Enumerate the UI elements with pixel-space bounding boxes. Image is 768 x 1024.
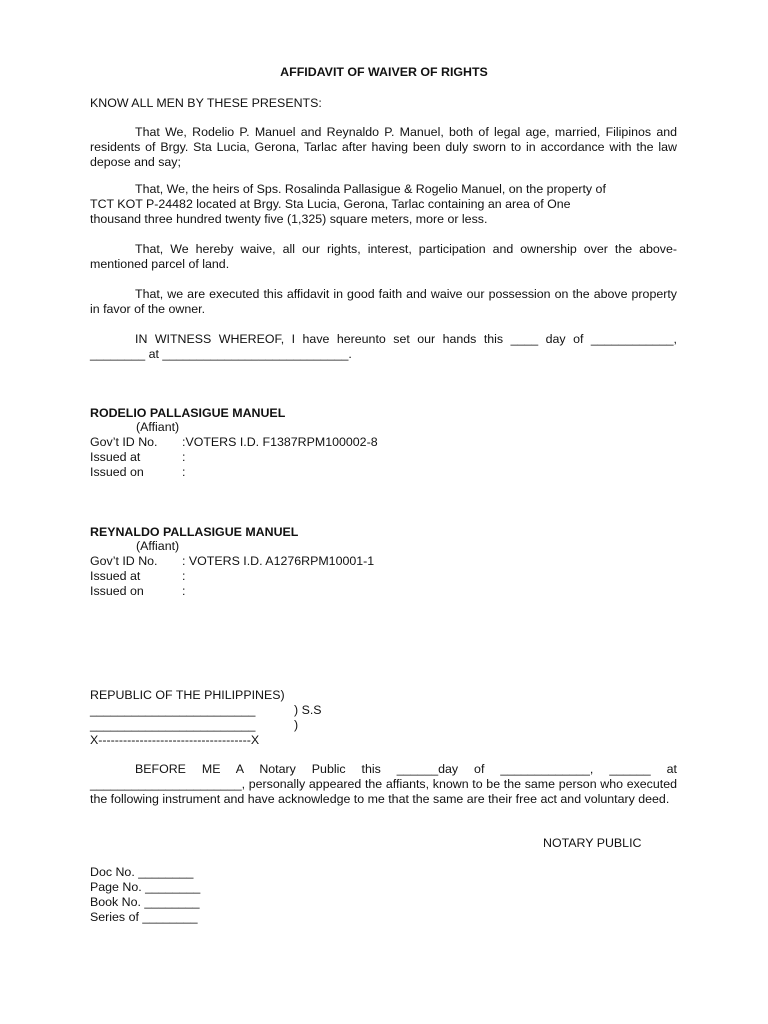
salutation: KNOW ALL MEN BY THESE PRESENTS: — [90, 96, 322, 110]
paragraph-acknowledgment: BEFORE ME A Notary Public this ______day of _____________, ______ at ______________________, personally appeared the affiants, known to be the same person who executed the following instrument and have acknowledge to me that the same are their free act and voluntary deed. — [90, 762, 677, 806]
venue-separator: X-------------------------------------X — [90, 733, 260, 747]
issued-on-row — [90, 465, 185, 480]
notary-public-label: NOTARY PUBLIC — [543, 836, 642, 850]
issued-on-label: Issued on — [90, 584, 144, 598]
affiant-name: REYNALDO PALLASIGUE MANUEL — [90, 525, 299, 539]
issued-on-label: Issued on — [90, 465, 144, 479]
paragraph-declarants: That We, Rodelio P. Manuel and Reynaldo P. Manuel, both of legal age, married, Filipinos and residents of Brgy. Sta Lucia, Gerona, Tarlac after having been duly sworn to in accordance with the law depose and say; — [90, 125, 677, 169]
id-label: Gov’t ID No. — [90, 435, 158, 449]
venue-country: REPUBLIC OF THE PHILIPPINES) — [90, 688, 285, 702]
affiant-id-row — [90, 554, 374, 569]
page-no: Page No. ________ — [90, 880, 201, 894]
document-title: AFFIDAVIT OF WAIVER OF RIGHTS — [280, 65, 488, 79]
issued-on-value: : — [182, 584, 186, 598]
venue-province-blank: ________________________ — [90, 718, 256, 732]
paragraph-heirs-line2: TCT KOT P-24482 located at Brgy. Sta Lucia, Gerona, Tarlac containing an area of One — [90, 197, 571, 211]
id-value: : VOTERS I.D. A1276RPM10001-1 — [182, 554, 375, 568]
doc-no: Doc No. ________ — [90, 865, 194, 879]
issued-at-label: Issued at — [90, 569, 141, 583]
paragraph-waiver: That, We hereby waive, all our rights, interest, participation and ownership over the above-mentioned parcel of land. — [90, 242, 677, 271]
issued-on-value: : — [182, 465, 186, 479]
issued-at-row — [90, 569, 185, 584]
paragraph-heirs-line1: That, We, the heirs of Sps. Rosalinda Pallasigue & Rogelio Manuel, on the property of — [135, 182, 606, 196]
paragraph-heirs-line3: thousand three hundred twenty five (1,325) square meters, more or less. — [90, 212, 488, 226]
issued-at-label: Issued at — [90, 450, 141, 464]
issued-at-value: : — [182, 569, 186, 583]
issued-at-value: : — [182, 450, 186, 464]
venue-city-blank: ________________________ — [90, 703, 256, 717]
venue-ss: ) S.S — [294, 703, 322, 717]
venue-paren: ) — [294, 718, 299, 732]
paragraph-good-faith: That, we are executed this affidavit in good faith and waive our possession on the above property in favor of the owner. — [90, 287, 677, 316]
id-label: Gov’t ID No. — [90, 554, 158, 568]
paragraph-witness: IN WITNESS WHEREOF, I have hereunto set our hands this ____ day of ____________, ________ at ___________________________. — [90, 332, 677, 361]
affiant-role: (Affiant) — [136, 539, 180, 553]
issued-at-row — [90, 450, 185, 465]
issued-on-row — [90, 584, 185, 599]
series-of: Series of ________ — [90, 910, 198, 924]
affiant-name: RODELIO PALLASIGUE MANUEL — [90, 406, 286, 420]
affiant-id-row — [90, 435, 378, 450]
id-value: :VOTERS I.D. F1387RPM100002-8 — [182, 435, 378, 449]
affiant-role: (Affiant) — [136, 420, 180, 434]
book-no: Book No. ________ — [90, 895, 200, 909]
